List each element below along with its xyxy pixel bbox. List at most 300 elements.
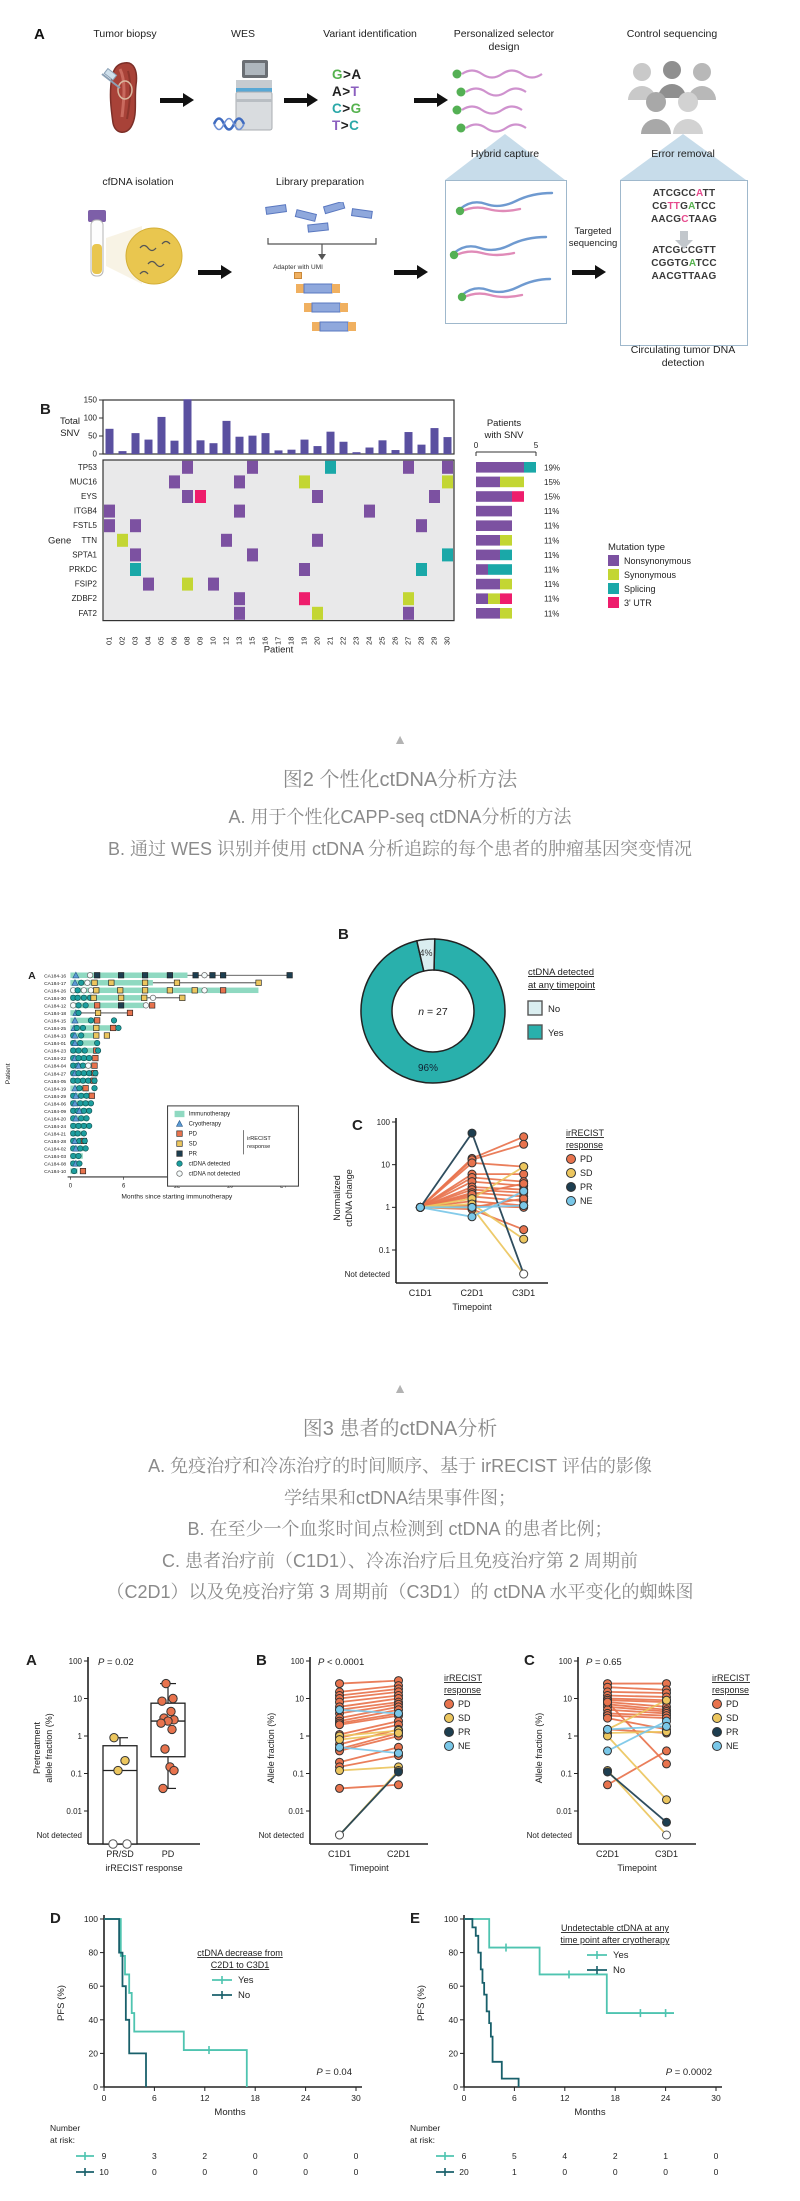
svg-text:NE: NE xyxy=(580,1196,593,1206)
svg-text:C2D1 to C3D1: C2D1 to C3D1 xyxy=(210,1959,270,1970)
variant-line: A>T xyxy=(332,84,360,99)
selector-probes-icon xyxy=(448,66,556,138)
svg-text:irRECIST: irRECIST xyxy=(444,1672,482,1683)
svg-text:12: 12 xyxy=(200,2092,210,2103)
svg-text:PD: PD xyxy=(161,1848,175,1859)
variant-list xyxy=(332,66,362,134)
svg-text:40: 40 xyxy=(88,2014,98,2025)
svg-text:30: 30 xyxy=(351,2092,361,2103)
svg-text:15%: 15% xyxy=(544,477,561,487)
svg-text:30: 30 xyxy=(711,2092,721,2103)
svg-text:PD: PD xyxy=(188,1131,197,1138)
svg-text:E: E xyxy=(410,1909,421,1927)
svg-text:Mutation type: Mutation type xyxy=(608,542,666,553)
svg-text:PR/SD: PR/SD xyxy=(106,1848,134,1859)
svg-text:0: 0 xyxy=(202,2166,208,2177)
svg-text:Months since starting immunoth: Months since starting immunotherapy xyxy=(121,1193,233,1201)
fig4d-km-chart xyxy=(40,1901,400,2201)
svg-text:05: 05 xyxy=(156,636,166,645)
svg-text:B: B xyxy=(256,1651,267,1669)
svg-text:at any timepoint: at any timepoint xyxy=(528,980,596,991)
svg-text:19%: 19% xyxy=(544,463,561,473)
svg-text:1: 1 xyxy=(299,1731,304,1741)
collapse-triangle-icon[interactable]: ▲ xyxy=(393,731,407,747)
step-error-label: Error removal xyxy=(651,148,715,160)
svg-text:0.01: 0.01 xyxy=(288,1806,304,1816)
fig3c-spider-chart xyxy=(318,1106,658,1331)
svg-text:No: No xyxy=(238,1989,251,2001)
svg-text:PR: PR xyxy=(458,1726,471,1737)
captured-fragments-icon xyxy=(446,181,562,319)
figure3 xyxy=(0,913,800,1336)
svg-text:0: 0 xyxy=(353,2150,359,2161)
svg-text:CA184-13: CA184-13 xyxy=(44,1034,67,1040)
svg-text:C1D1: C1D1 xyxy=(408,1288,433,1298)
svg-text:100: 100 xyxy=(68,1656,82,1666)
svg-text:CA184-09: CA184-09 xyxy=(44,1109,67,1115)
svg-text:20: 20 xyxy=(448,2047,458,2058)
svg-text:C2D1: C2D1 xyxy=(595,1848,620,1859)
svg-text:100: 100 xyxy=(83,1913,98,1924)
svg-text:CA184-05: CA184-05 xyxy=(44,1079,67,1085)
svg-text:24: 24 xyxy=(364,636,374,645)
svg-text:10: 10 xyxy=(563,1693,572,1703)
svg-text:ctDNA decrease from: ctDNA decrease from xyxy=(197,1947,283,1958)
svg-text:response: response xyxy=(444,1684,482,1695)
svg-text:Patient: Patient xyxy=(263,644,294,656)
svg-text:0: 0 xyxy=(92,449,97,459)
svg-text:PR: PR xyxy=(726,1726,739,1737)
arrow-right-icon xyxy=(284,98,308,103)
svg-text:CA184-20: CA184-20 xyxy=(44,1117,67,1123)
svg-text:Allele fraction (%): Allele fraction (%) xyxy=(266,1712,276,1783)
panel-a-label: A xyxy=(34,26,45,43)
svg-text:24: 24 xyxy=(660,2092,671,2103)
svg-text:SD: SD xyxy=(458,1712,471,1723)
sequence-line: CGGTGATCC xyxy=(651,258,717,269)
svg-text:Gene: Gene xyxy=(48,535,72,547)
svg-text:CA184-28: CA184-28 xyxy=(44,1140,67,1146)
svg-text:4%: 4% xyxy=(419,948,433,958)
svg-text:3: 3 xyxy=(152,2150,157,2161)
svg-text:CA184-27: CA184-27 xyxy=(44,1072,67,1078)
sequence-line: AACGCTAAG xyxy=(650,214,718,225)
svg-text:C3D1: C3D1 xyxy=(512,1288,536,1298)
step-selector-label: Personalized selector design xyxy=(453,28,555,54)
svg-text:11%: 11% xyxy=(544,521,560,531)
svg-text:CA184-01: CA184-01 xyxy=(44,1042,67,1048)
svg-text:ctDNA detected: ctDNA detected xyxy=(188,1161,231,1168)
step-library-label: Library preparation xyxy=(275,176,365,188)
fig3a-swimmer-chart xyxy=(0,913,318,1265)
svg-text:PFS (%): PFS (%) xyxy=(416,1984,427,2021)
svg-text:EYS: EYS xyxy=(80,492,97,501)
svg-text:NE: NE xyxy=(726,1740,739,1751)
svg-text:A: A xyxy=(26,1651,37,1669)
svg-text:0.1: 0.1 xyxy=(70,1768,82,1778)
svg-text:Synonymous: Synonymous xyxy=(624,570,677,580)
svg-text:Timepoint: Timepoint xyxy=(617,1862,657,1873)
svg-text:100: 100 xyxy=(376,1117,391,1127)
svg-text:2: 2 xyxy=(202,2150,208,2161)
svg-text:FSTL5: FSTL5 xyxy=(72,521,97,531)
svg-text:Patients: Patients xyxy=(486,418,522,429)
svg-text:11%: 11% xyxy=(544,594,560,604)
svg-text:Yes: Yes xyxy=(548,1028,564,1039)
svg-text:CA184-26: CA184-26 xyxy=(44,989,67,995)
svg-text:SD: SD xyxy=(580,1168,593,1178)
svg-text:100: 100 xyxy=(83,413,97,423)
sequence-line: ATCGCCATT xyxy=(652,188,716,199)
svg-text:Not detected: Not detected xyxy=(36,1830,82,1840)
arrow-right-icon xyxy=(160,98,184,103)
svg-text:11%: 11% xyxy=(544,550,560,560)
svg-text:1: 1 xyxy=(663,2150,668,2161)
svg-text:60: 60 xyxy=(448,1980,458,1991)
svg-text:50: 50 xyxy=(88,431,97,441)
svg-text:28: 28 xyxy=(416,636,426,645)
svg-text:12: 12 xyxy=(221,636,231,645)
svg-text:ctDNA not detected: ctDNA not detected xyxy=(188,1171,241,1178)
svg-text:0.1: 0.1 xyxy=(379,1245,391,1255)
svg-text:0: 0 xyxy=(453,2081,458,2092)
svg-text:96%: 96% xyxy=(418,1063,439,1074)
figure2-caption xyxy=(0,763,800,865)
svg-text:NE: NE xyxy=(458,1740,471,1751)
svg-text:20: 20 xyxy=(312,636,322,645)
svg-text:Not detected: Not detected xyxy=(526,1830,572,1840)
figure3-caption-line: A. 免疫治疗和冷冻治疗的时间顺序、基于 irRECIST 评估的影像 xyxy=(148,1456,652,1476)
svg-text:PR: PR xyxy=(188,1151,197,1158)
svg-text:22: 22 xyxy=(338,636,348,645)
svg-text:CA184-06: CA184-06 xyxy=(44,1102,67,1108)
svg-text:P = 0.02: P = 0.02 xyxy=(98,1656,134,1668)
arrow-right-icon xyxy=(572,270,596,275)
svg-text:C2D1: C2D1 xyxy=(386,1848,411,1859)
svg-text:15%: 15% xyxy=(544,492,561,502)
svg-text:0: 0 xyxy=(713,2150,719,2161)
svg-text:100: 100 xyxy=(443,1913,458,1924)
svg-text:CA184-17: CA184-17 xyxy=(44,981,67,987)
svg-text:9: 9 xyxy=(101,2150,107,2161)
figure3-right-column xyxy=(318,913,800,1336)
svg-text:0.01: 0.01 xyxy=(556,1806,572,1816)
figure3-caption-line: B. 在至少一个血浆时间点检测到 ctDNA 的患者比例； xyxy=(187,1519,613,1539)
figure2-caption-line: B. 通过 WES 识别并使用 ctDNA 分析追踪的每个患者的肿瘤基因突变情况 xyxy=(107,838,693,859)
svg-text:A: A xyxy=(28,970,36,983)
svg-text:FAT2: FAT2 xyxy=(78,608,97,618)
svg-text:MUC16: MUC16 xyxy=(69,477,97,487)
svg-text:PRKDC: PRKDC xyxy=(68,565,97,574)
arrow-right-icon xyxy=(394,270,418,275)
tumor-biopsy-icon xyxy=(100,58,152,138)
fig4e-km-chart xyxy=(400,1901,760,2201)
svg-text:24: 24 xyxy=(300,2092,311,2103)
svg-text:B: B xyxy=(40,401,51,418)
svg-text:0: 0 xyxy=(101,2092,107,2103)
svg-text:0: 0 xyxy=(152,2166,157,2177)
arrow-right-icon xyxy=(198,270,222,275)
svg-text:C1D1: C1D1 xyxy=(327,1848,352,1859)
svg-text:Immunotherapy: Immunotherapy xyxy=(188,1111,231,1118)
svg-text:11%: 11% xyxy=(544,609,560,619)
step-wes-label: WES xyxy=(231,28,255,40)
svg-text:ctDNA change: ctDNA change xyxy=(344,1169,355,1227)
svg-text:CA184-22: CA184-22 xyxy=(44,1057,67,1063)
svg-text:PD: PD xyxy=(726,1698,739,1709)
svg-text:SPTA1: SPTA1 xyxy=(72,550,97,560)
svg-text:CA184-03: CA184-03 xyxy=(44,1155,67,1161)
svg-text:B: B xyxy=(338,926,350,943)
step-cfdna-label: cfDNA isolation xyxy=(102,176,174,188)
figure2-panel-a xyxy=(20,26,780,382)
figure3-caption-line: （C2D1）以及免疫治疗第 3 周期前（C3D1）的 ctDNA 水平变化的蜘蛛图 xyxy=(106,1582,694,1602)
svg-text:irRECIST: irRECIST xyxy=(566,1128,605,1138)
svg-text:18: 18 xyxy=(610,2092,620,2103)
svg-text:23: 23 xyxy=(351,636,361,645)
svg-text:PD: PD xyxy=(458,1698,471,1709)
svg-text:0: 0 xyxy=(68,1183,73,1190)
svg-text:30: 30 xyxy=(442,636,452,645)
svg-text:11%: 11% xyxy=(544,536,560,546)
svg-text:150: 150 xyxy=(83,395,97,405)
svg-text:0.1: 0.1 xyxy=(292,1768,304,1778)
svg-text:6: 6 xyxy=(461,2150,467,2161)
svg-text:CA184-29: CA184-29 xyxy=(44,1094,67,1100)
svg-text:0: 0 xyxy=(353,2166,359,2177)
variant-line: T>C xyxy=(332,118,360,133)
svg-text:0: 0 xyxy=(473,441,479,450)
svg-text:FSIP2: FSIP2 xyxy=(74,579,97,589)
svg-text:Nonsynonymous: Nonsynonymous xyxy=(624,556,692,566)
svg-text:CA184-08: CA184-08 xyxy=(44,1162,67,1168)
svg-text:PR: PR xyxy=(580,1182,593,1192)
svg-text:C2D1: C2D1 xyxy=(460,1288,484,1298)
svg-text:09: 09 xyxy=(195,636,205,645)
collapse-triangle-icon[interactable]: ▲ xyxy=(393,1380,407,1396)
svg-text:16: 16 xyxy=(260,636,270,645)
svg-text:03: 03 xyxy=(130,636,140,645)
error-removal-box xyxy=(620,180,748,346)
svg-text:at risk:: at risk: xyxy=(50,2134,76,2145)
svg-text:CA184-02: CA184-02 xyxy=(44,1147,67,1153)
svg-text:CA184-23: CA184-23 xyxy=(44,1049,67,1055)
svg-text:0: 0 xyxy=(713,2166,719,2177)
cfdna-isolation-icon xyxy=(78,208,190,300)
svg-text:10: 10 xyxy=(99,2166,109,2177)
svg-text:11%: 11% xyxy=(544,507,560,517)
sequence-line: AACGTTAAG xyxy=(651,271,717,282)
svg-text:10: 10 xyxy=(295,1693,304,1703)
arrow-right-icon xyxy=(414,98,438,103)
hybrid-capture-box xyxy=(445,180,567,324)
svg-text:6: 6 xyxy=(121,1183,126,1190)
svg-text:CA184-24: CA184-24 xyxy=(44,1124,67,1130)
svg-text:60: 60 xyxy=(88,1980,98,1991)
figure3-caption-line: 学结果和ctDNA结果事件图； xyxy=(283,1487,516,1508)
svg-text:5: 5 xyxy=(533,441,539,450)
svg-text:0.1: 0.1 xyxy=(560,1768,572,1778)
figure3-caption xyxy=(0,1412,800,1609)
svg-text:29: 29 xyxy=(429,636,439,645)
sequence-line: CGTTGATCC xyxy=(652,201,716,212)
svg-text:18: 18 xyxy=(250,2092,260,2103)
svg-text:CA184-18: CA184-18 xyxy=(44,1012,67,1018)
svg-text:08: 08 xyxy=(182,636,192,645)
svg-text:irRECIST: irRECIST xyxy=(247,1136,271,1143)
svg-text:11%: 11% xyxy=(544,580,560,590)
svg-text:40: 40 xyxy=(448,2014,458,2025)
svg-text:0: 0 xyxy=(93,2081,98,2092)
svg-text:06: 06 xyxy=(169,636,179,645)
svg-text:19: 19 xyxy=(299,636,309,645)
sequence-line: ATCGCCGTT xyxy=(652,245,716,256)
svg-text:0: 0 xyxy=(562,2166,568,2177)
control-population-icon xyxy=(618,56,726,138)
svg-text:0: 0 xyxy=(303,2150,308,2161)
svg-text:at risk:: at risk: xyxy=(410,2134,436,2145)
svg-text:17: 17 xyxy=(273,636,283,645)
svg-text:Timepoint: Timepoint xyxy=(452,1302,492,1312)
svg-text:Splicing: Splicing xyxy=(624,584,656,594)
svg-text:n = 27: n = 27 xyxy=(418,1006,448,1018)
svg-text:Timepoint: Timepoint xyxy=(349,1862,389,1873)
svg-text:Undetectable ctDNA at any: Undetectable ctDNA at any xyxy=(560,1922,670,1933)
svg-text:CA184-16: CA184-16 xyxy=(44,974,67,980)
svg-text:Months: Months xyxy=(214,2106,246,2118)
svg-text:P < 0.0001: P < 0.0001 xyxy=(318,1656,365,1668)
svg-text:P = 0.0002: P = 0.0002 xyxy=(665,2066,712,2078)
svg-text:1: 1 xyxy=(385,1203,391,1213)
fig2b-oncoprint-chart xyxy=(28,390,778,692)
svg-text:6: 6 xyxy=(152,2092,157,2103)
svg-text:Allele fraction (%): Allele fraction (%) xyxy=(534,1712,544,1783)
svg-text:26: 26 xyxy=(390,636,400,645)
svg-text:12: 12 xyxy=(560,2092,570,2103)
svg-text:Not detected: Not detected xyxy=(258,1830,304,1840)
svg-text:0: 0 xyxy=(612,2166,618,2177)
svg-text:10: 10 xyxy=(208,636,218,645)
adapter-swatch xyxy=(294,272,302,279)
svg-text:C: C xyxy=(524,1651,535,1669)
figure3-caption-line: C. 患者治疗前（C1D1）、冷冻治疗后且免疫治疗第 2 周期前 xyxy=(161,1550,639,1571)
svg-text:PFS (%): PFS (%) xyxy=(56,1984,67,2021)
svg-text:Number: Number xyxy=(410,2122,441,2133)
variant-line: G>A xyxy=(332,67,362,82)
targeted-sequencing-label: Targeted sequencing xyxy=(568,226,618,249)
svg-text:TTN: TTN xyxy=(81,535,97,545)
svg-text:0: 0 xyxy=(461,2092,467,2103)
fig3b-donut-chart xyxy=(318,913,658,1101)
svg-text:10: 10 xyxy=(73,1693,82,1703)
figure2-caption-title: 图2 个性化ctDNA分析方法 xyxy=(282,769,518,791)
svg-text:Total: Total xyxy=(59,416,81,427)
svg-text:with SNV: with SNV xyxy=(484,430,524,441)
svg-text:0: 0 xyxy=(663,2166,668,2177)
svg-text:15: 15 xyxy=(247,636,257,645)
adapter-ligated-fragments-icon xyxy=(282,282,368,338)
svg-text:CA184-25: CA184-25 xyxy=(44,1027,67,1033)
svg-text:04: 04 xyxy=(143,636,153,645)
svg-text:No: No xyxy=(613,1964,626,1976)
svg-text:CA184-15: CA184-15 xyxy=(44,1019,67,1025)
figure4 xyxy=(0,1645,800,2201)
svg-text:Not detected: Not detected xyxy=(344,1270,391,1279)
svg-text:11%: 11% xyxy=(544,565,560,575)
svg-text:100: 100 xyxy=(558,1656,572,1666)
svg-text:PD: PD xyxy=(580,1154,593,1164)
svg-text:3' UTR: 3' UTR xyxy=(624,598,652,608)
svg-text:0: 0 xyxy=(252,2166,258,2177)
figure3-caption-title: 图3 患者的ctDNA分析 xyxy=(302,1418,498,1440)
svg-text:20: 20 xyxy=(88,2047,98,2058)
svg-text:80: 80 xyxy=(448,1947,458,1958)
svg-text:Yes: Yes xyxy=(238,1974,254,1986)
step-tumor-biopsy-label: Tumor biopsy xyxy=(93,28,157,40)
svg-text:21: 21 xyxy=(325,636,335,645)
svg-text:5: 5 xyxy=(512,2150,517,2161)
svg-text:0: 0 xyxy=(252,2150,258,2161)
svg-text:02: 02 xyxy=(117,636,127,645)
svg-text:CA184-12: CA184-12 xyxy=(44,1004,67,1010)
svg-text:C3D1: C3D1 xyxy=(654,1848,679,1859)
svg-text:ZDBF2: ZDBF2 xyxy=(71,594,97,604)
collapse-control xyxy=(0,731,800,749)
svg-text:20: 20 xyxy=(459,2166,469,2177)
svg-text:TP53: TP53 xyxy=(77,462,97,472)
library-fragments-icon xyxy=(260,202,384,260)
svg-text:1: 1 xyxy=(77,1731,82,1741)
svg-text:P = 0.65: P = 0.65 xyxy=(586,1656,622,1668)
step-hybrid-label: Hybrid capture xyxy=(470,148,540,160)
svg-text:time point after cryotherapy: time point after cryotherapy xyxy=(560,1934,670,1945)
svg-text:4: 4 xyxy=(562,2150,568,2161)
svg-text:CA184-21: CA184-21 xyxy=(44,1132,67,1138)
svg-text:response: response xyxy=(712,1684,750,1695)
svg-text:SNV: SNV xyxy=(60,428,80,439)
svg-text:80: 80 xyxy=(88,1947,98,1958)
svg-text:1: 1 xyxy=(567,1731,572,1741)
arrow-down-icon xyxy=(680,231,688,240)
svg-text:P = 0.04: P = 0.04 xyxy=(316,2066,352,2078)
svg-text:Yes: Yes xyxy=(613,1949,629,1961)
wes-sequencer-icon xyxy=(212,58,276,138)
svg-text:2: 2 xyxy=(612,2150,618,2161)
fig4c-spider-chart xyxy=(516,1645,784,1897)
svg-text:No: No xyxy=(548,1004,561,1015)
svg-text:CA184-04: CA184-04 xyxy=(44,1064,67,1070)
svg-text:allele fraction (%): allele fraction (%) xyxy=(44,1712,54,1783)
svg-text:SD: SD xyxy=(188,1141,197,1148)
svg-text:0.01: 0.01 xyxy=(66,1806,82,1816)
svg-text:25: 25 xyxy=(377,636,387,645)
svg-text:27: 27 xyxy=(403,636,413,645)
step-variant-label: Variant identification xyxy=(323,28,417,40)
collapse-control xyxy=(0,1380,800,1398)
svg-text:irRECIST: irRECIST xyxy=(712,1672,750,1683)
svg-text:CA184-10: CA184-10 xyxy=(44,1170,67,1176)
svg-text:CA184-30: CA184-30 xyxy=(44,996,67,1002)
svg-text:Patient: Patient xyxy=(4,1063,12,1085)
svg-text:18: 18 xyxy=(286,636,296,645)
svg-text:10: 10 xyxy=(381,1160,391,1170)
svg-text:ITGB4: ITGB4 xyxy=(73,506,97,516)
svg-text:01: 01 xyxy=(104,636,114,645)
figure2-caption-line: A. 用于个性化CAPP-seq ctDNA分析的方法 xyxy=(228,807,572,827)
svg-text:100: 100 xyxy=(290,1656,304,1666)
svg-text:Normalized: Normalized xyxy=(332,1175,343,1221)
svg-text:Pretreatment: Pretreatment xyxy=(32,1721,42,1774)
